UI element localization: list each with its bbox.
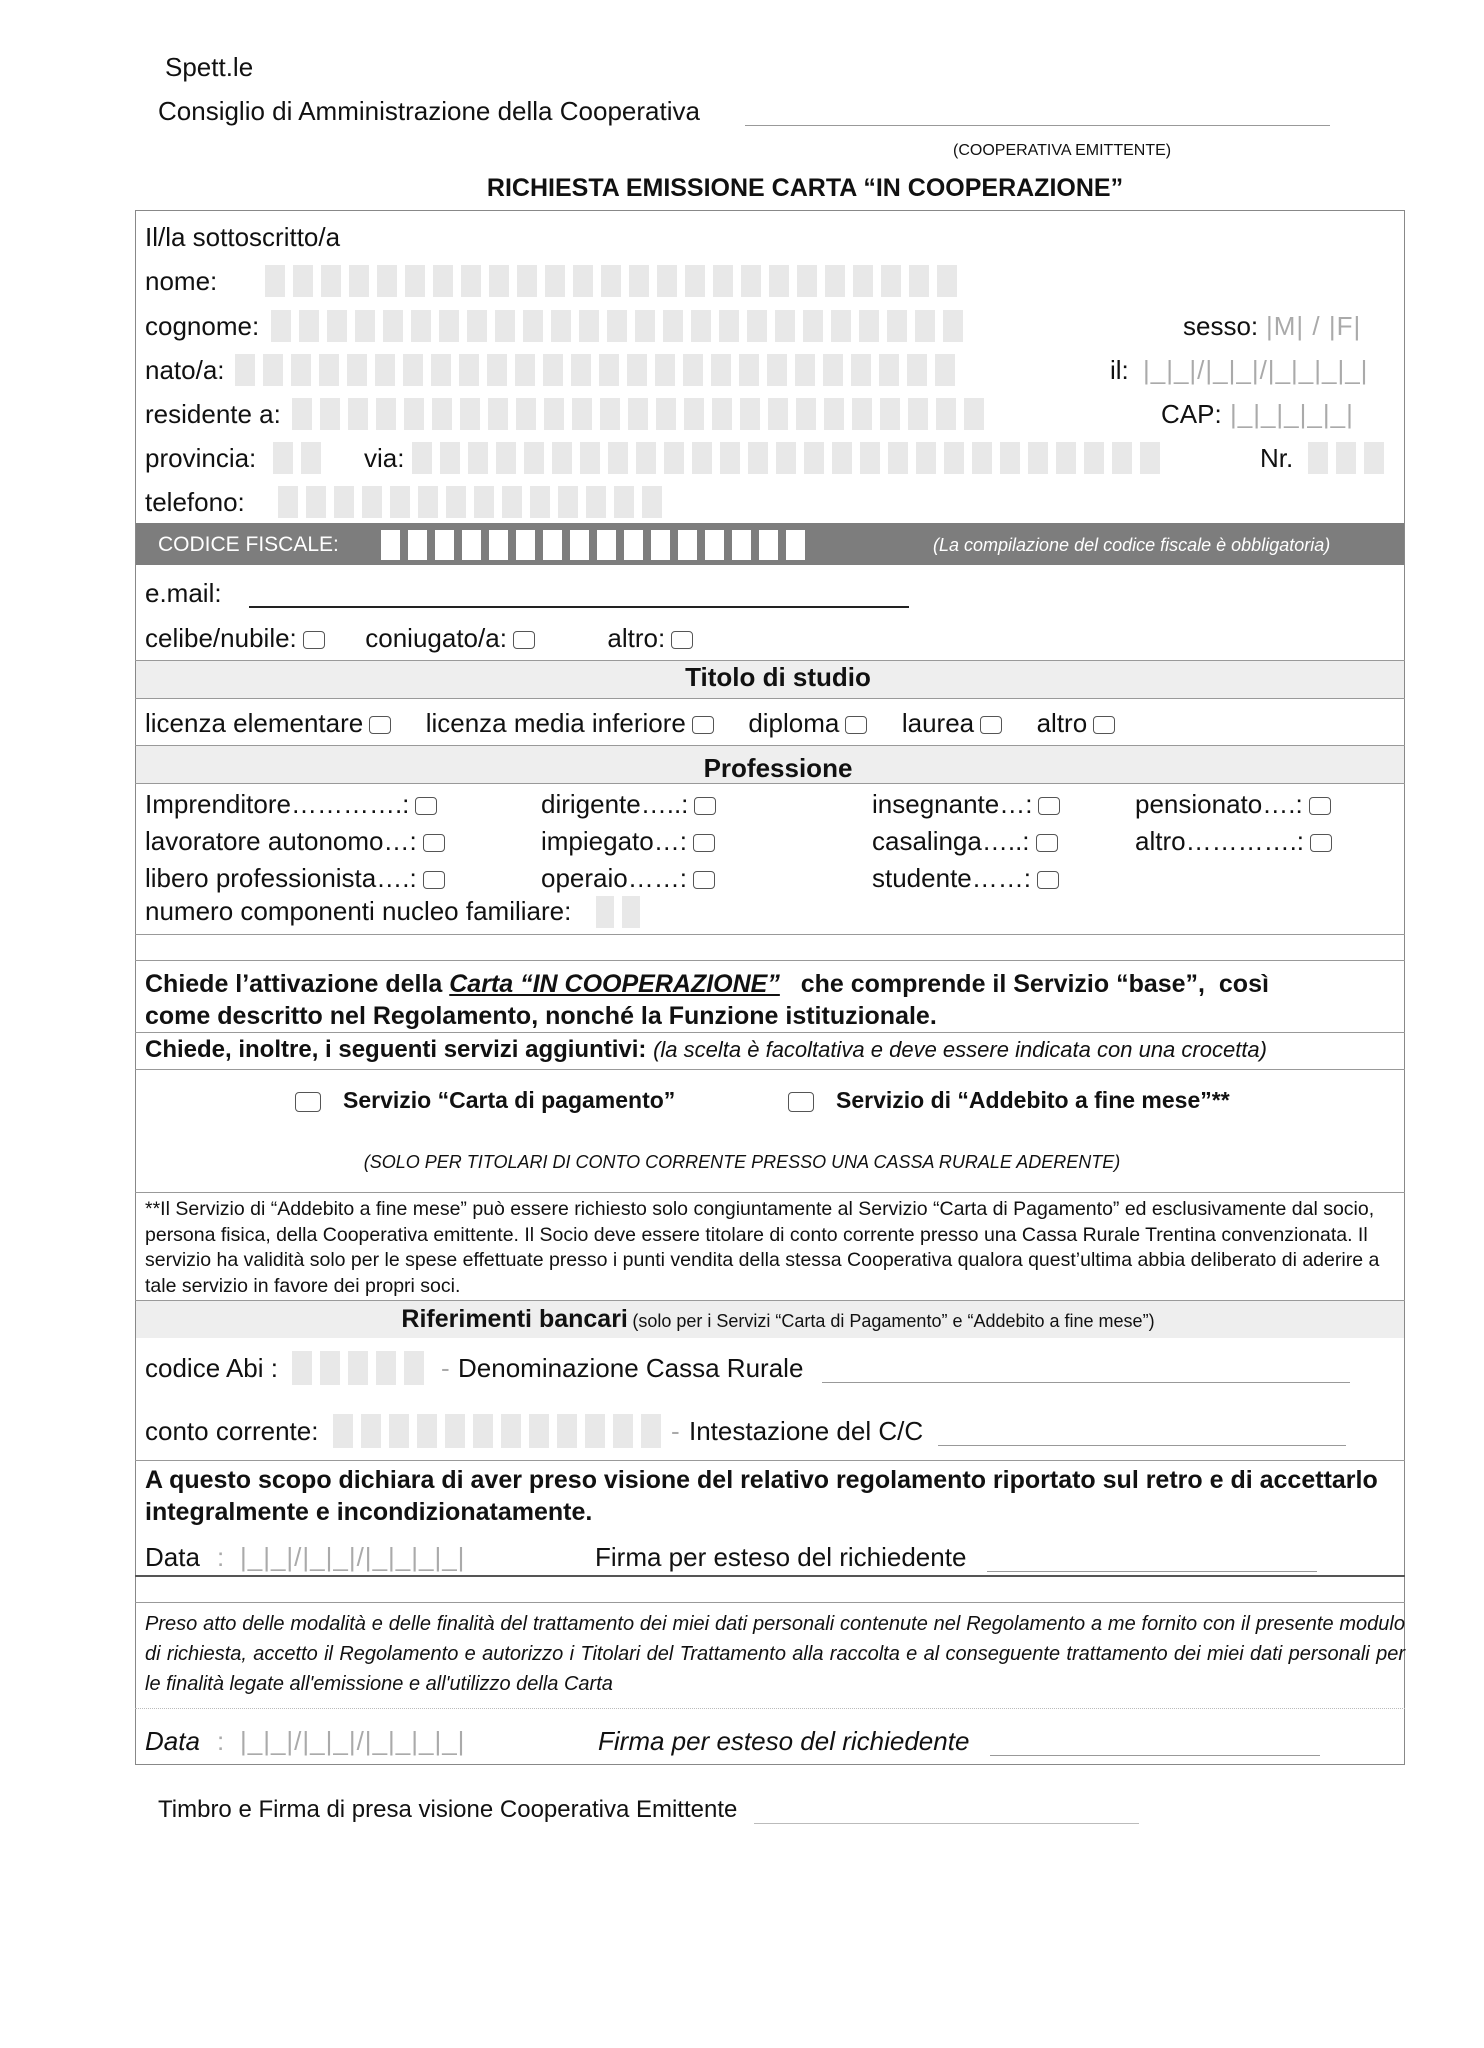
manager-checkbox[interactable] [694,797,716,815]
bank-heading-title: Riferimenti bancari [401,1305,628,1333]
single-label: celibe/nubile: [145,623,297,653]
bank-name-field[interactable] [822,1352,1350,1383]
divider [135,1300,1405,1301]
study-other-checkbox[interactable] [1093,716,1115,734]
tax-code-label: CODICE FISCALE: [158,533,339,556]
self-employed-checkbox[interactable] [423,834,445,852]
cooperative-stamp-field[interactable] [754,1795,1139,1824]
tax-code-boxes[interactable] [381,530,805,560]
profession-label: dirigente…..: [541,789,689,819]
residence-boxes[interactable] [292,398,984,430]
bank-heading-note: (solo per i Servizi “Carta di Pagamento” e “Addebito a fine mese”) [632,1311,1155,1331]
birthplace-boxes[interactable] [235,354,955,386]
number-boxes[interactable] [1308,442,1384,474]
bank-name-label: Denominazione Cassa Rurale [458,1353,804,1383]
activation-line: come descritto nel Regolamento, nonché la Funzione istituzionale. [145,1002,937,1030]
email-label: e.mail: [145,578,222,608]
retired-checkbox[interactable] [1309,797,1331,815]
profession-col-3 [872,786,1060,897]
cooperative-caption: (COOPERATIVA EMITTENTE) [953,142,1172,159]
divider [135,745,1405,746]
declaration-date-field[interactable]: |_|_|/|_|_|/|_|_|_|_| [240,1542,466,1572]
privacy-date-field[interactable]: |_|_|/|_|_|/|_|_|_|_| [240,1726,466,1756]
page-title: RICHIESTA EMISSIONE CARTA “IN COOPERAZIONE” [486,174,1124,202]
cooperative-name-field[interactable] [745,95,1330,126]
profession-label: insegnante…: [872,789,1033,819]
divider [135,1708,1405,1709]
account-boxes[interactable] [333,1414,661,1448]
birthplace-label: nato/a: [145,355,225,385]
current-account-note: (SOLO PER TITOLARI DI CONTO CORRENTE PRESSO UNA CASSA RURALE ADERENTE) [363,1152,1121,1172]
monthly-billing-label: Servizio di “Addebito a fine mese”** [836,1087,1230,1113]
abi-boxes[interactable] [292,1351,424,1385]
account-holder-label: Intestazione del C/C [689,1416,924,1446]
divider [135,698,1405,699]
worker-checkbox[interactable] [693,871,715,889]
abi-label: codice Abi : [145,1353,278,1383]
birthdate-field[interactable]: |_|_|/|_|_|/|_|_|_|_| [1143,355,1369,385]
study-degree-checkbox[interactable] [980,716,1002,734]
employee-checkbox[interactable] [693,834,715,852]
study-elementary-checkbox[interactable] [369,716,391,734]
housewife-checkbox[interactable] [1036,834,1058,852]
additional-services-note: (la scelta è facoltativa e deve essere indicata con una crocetta) [653,1037,1267,1062]
recipient-label: Spett.le [165,52,254,82]
account-holder-field[interactable] [938,1415,1346,1446]
study-option-label: laurea [901,708,975,738]
study-middle-school-checkbox[interactable] [692,716,714,734]
undersigned-label: Il/la sottoscritto/a [145,222,341,252]
profession-label: studente……: [872,863,1031,893]
married-checkbox[interactable] [513,631,535,649]
profession-heading: Professione [703,753,853,783]
tax-code-note: (La compilazione del codice fiscale è obbligatoria) [933,535,1331,555]
divider [135,1460,1405,1461]
freelancer-checkbox[interactable] [423,871,445,889]
abi-dash: - [441,1353,450,1383]
province-boxes[interactable] [273,442,321,474]
sex-options[interactable]: |M| / |F| [1266,311,1362,341]
study-diploma-checkbox[interactable] [845,716,867,734]
phone-boxes[interactable] [278,486,662,518]
single-checkbox[interactable] [303,631,325,649]
married-label: coniugato/a: [365,623,507,653]
signature-label: Firma per esteso del richiedente [595,1542,967,1572]
entrepreneur-checkbox[interactable] [415,797,437,815]
profession-col-4 [1135,786,1332,860]
profession-label: pensionato….: [1135,789,1303,819]
study-option-label: licenza elementare [145,708,364,738]
privacy-date-label: Data [145,1726,200,1756]
name-label: nome: [145,266,218,296]
surname-boxes[interactable] [271,310,963,342]
date-colon: : [217,1542,226,1572]
profession-label: Imprenditore………….: [145,789,410,819]
study-options-row [145,708,1115,738]
payment-service-row [295,1087,675,1114]
bank-heading [0,1305,1484,1334]
profession-label: lavoratore autonomo…: [145,826,417,856]
other-status-label: altro: [607,623,666,653]
divider [135,934,1405,935]
privacy-signature-field[interactable] [990,1724,1320,1756]
divider [135,1069,1405,1070]
student-checkbox[interactable] [1037,871,1059,889]
street-boxes[interactable] [412,442,1160,474]
activation-line: che comprende il Servizio “base”, così [779,970,1269,998]
divider [135,660,1405,661]
privacy-consent-text: Preso atto delle modalità e delle finalità del trattamento dei miei dati personali contenute nel Regolamento a me fornito con il presente modulo di richiesta, accetto il Regolamento e autorizzo i Titolari del Trattamento alla raccolta e al conseguente trattamento dei miei dati personali per le finalità legate all'emissione e all'utilizzo della Carta [145,1613,1405,1695]
account-dash: - [671,1416,680,1446]
divider [135,1032,1405,1033]
profession-label: casalinga…..: [872,826,1030,856]
other-profession-checkbox[interactable] [1310,834,1332,852]
study-option-label: licenza media inferiore [425,708,686,738]
number-label: Nr. [1260,443,1294,473]
surname-label: cognome: [145,311,260,341]
monthly-billing-row [788,1087,1230,1114]
privacy-signature-label: Firma per esteso del richiedente [598,1726,970,1756]
cap-label: CAP: [1161,399,1222,429]
phone-label: telefono: [145,487,245,517]
privacy-date-colon: : [217,1726,226,1756]
study-option-label: diploma [748,708,840,738]
teacher-checkbox[interactable] [1038,797,1060,815]
monthly-billing-disclaimer: **Il Servizio di “Addebito a fine mese” può essere richiesto solo congiuntamente al Servizio “Carta di Pagamento” ed esclusivamente dal socio, persona fisica, della Cooperativa emittente. Il Socio deve essere titolare di conto corrente presso una Cassa Rurale Trentina convenzionata. Il servizio ha validità solo per le spese effettuate presso i punti vendita della stessa Cooperativa qualora quest’ultima abbia deliberato di aderire a tale servizio in favore dei propri soci. [145,1198,1380,1297]
profession-col-2 [541,786,716,897]
council-label: Consiglio di Amministrazione della Cooperativa [158,96,700,126]
email-field[interactable] [249,577,909,608]
sex-label: sesso: [1183,311,1259,341]
name-boxes[interactable] [265,265,957,297]
household-boxes[interactable] [596,896,640,928]
marital-status-row [145,623,693,653]
profession-label: libero professionista….: [145,863,417,893]
payment-card-label: Servizio “Carta di pagamento” [343,1087,676,1113]
payment-card-checkbox[interactable] [295,1092,321,1112]
divider [135,1602,1405,1603]
study-option-label: altro [1036,708,1088,738]
activation-line: Chiede l’attivazione della [145,970,450,998]
activation-text [145,968,1269,1032]
other-status-checkbox[interactable] [671,631,693,649]
residence-label: residente a: [145,399,281,429]
monthly-billing-checkbox[interactable] [788,1092,814,1112]
date-label: Data [145,1542,200,1572]
study-heading: Titolo di studio [685,662,871,692]
birthdate-label: il: [1110,355,1129,385]
account-label: conto corrente: [145,1416,319,1446]
profession-label: altro………….: [1135,826,1305,856]
cap-field[interactable]: |_|_|_|_|_| [1230,399,1354,429]
card-name: Carta “IN COOPERAZIONE” [449,970,780,998]
profession-label: operaio……: [541,863,687,893]
street-label: via: [364,443,405,473]
province-label: provincia: [145,443,257,473]
divider [135,960,1405,961]
divider [135,1192,1405,1193]
profession-label: impiegato…: [541,826,687,856]
cooperative-stamp-label: Timbro e Firma di presa visione Cooperativa Emittente [158,1796,738,1823]
declaration-signature-field[interactable] [987,1540,1317,1572]
profession-col-1 [145,786,445,897]
divider [135,1575,1405,1577]
additional-services-label: Chiede, inoltre, i seguenti servizi aggiuntivi: [145,1036,654,1063]
declaration-text: A questo scopo dichiara di aver preso visione del relativo regolamento riportato sul retro e di accettarlo integralmente e incondizionatamente. [145,1466,1378,1526]
household-label: numero componenti nucleo familiare: [145,896,572,926]
additional-services-text [145,1035,1267,1065]
